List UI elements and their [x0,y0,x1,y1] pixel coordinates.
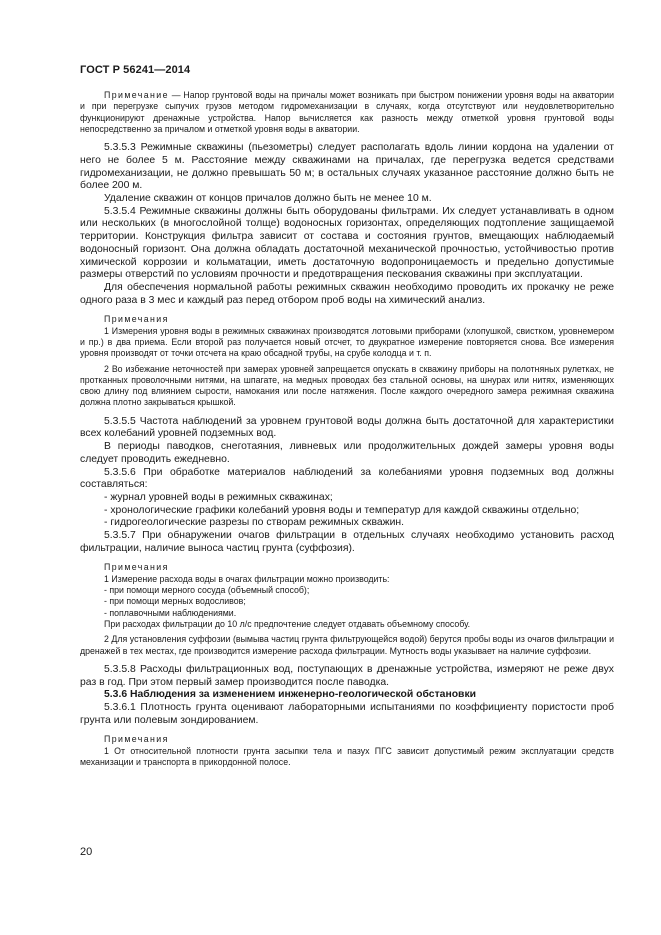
note-b-1-intro: 1 Измерение расхода воды в очагах фильтрации можно производить: [104,573,390,584]
list-item: - хронологические графики колебаний уровня воды и температур для каждой скважины отдельно; [104,504,580,516]
notes-title-b: Примечания [104,562,169,573]
page-content [80,90,614,768]
notes-title-c: Примечания [104,734,169,745]
standard-header: ГОСТ Р 56241—2014 [80,64,191,76]
list-item: - гидрогеологические разрезы по створам режимных скважин. [104,517,405,529]
list-item: - при помощи мерного сосуда (объемный способ); [104,585,310,596]
para-flood: В периоды паводков, снеготаяния, ливневых или продолжительных дождей замеры уровня воды следует проводить ежедневно. [80,441,614,465]
para-5-3-5-6: 5.3.5.6 При обработке материалов наблюдений за колебаниями уровня подземных вод должны составляться: [80,466,614,491]
note-text: — Напор грунтовой воды на причалы может возникать при быстром понижении уровня воды на акватории и при перегрузке сыпучих грузов методом гидромеханизации в случаях, когда отсутствуют или неудовлетворительно функционируют дренажные устройства. Напор вычисляется как разность между отметкой уровня грунтовой воды непосредственно за причалом и отметкой уровня воды в акватории. [80,90,614,134]
note-label: Примечание [104,90,169,100]
section-heading-5-3-6: 5.3.6 Наблюдения за изменением инженерно-геологической обстановки [104,689,477,701]
para-5-3-6-1: 5.3.6.1 Плотность грунта оценивают лабораторными испытаниями по коэффициенту пористости проб грунта или полевым зондированием. [80,701,614,726]
list-item: - поплавочными наблюдениями. [104,607,237,618]
para-5-3-5-4: 5.3.5.4 Режимные скважины должны быть оборудованы фильтрами. Их следует устанавливать в одном или нескольких (в многослойной толще) водоносных горизонтах, определяющих подтопление защищаемой территории. Конструкция фильтра зависит от состава и состояния грунтов, вмещающих наблюдаемый водоносный горизонт. Она должна обладать достаточной механической прочностью, устойчивостью против химической коррозии и кольматации, иметь достаточную водопроницаемость и предельно допустимые размеры отверстий по условиям прочности и предотвращения пескования скважины при эксплуатации. [80,205,614,281]
notes-title-a: Примечания [104,314,169,325]
note-b-1-tail: При расходах фильтрации до 10 л/с предпочтение следует отдавать объемному способу. [104,618,471,629]
page-number: 20 [80,846,93,858]
note-top [80,90,614,135]
para-normal-work: Для обеспечения нормальной работы режимных скважин необходимо проводить их прокачку не реже одного раза в 3 мес и каждый раз перед отбором проб воды на химический анализ. [80,281,614,306]
para-removal: Удаление скважин от концов причалов должно быть не менее 10 м. [104,193,432,204]
list-item: - при помощи мерных водосливов; [104,596,246,607]
para-5-3-5-3: 5.3.5.3 Режимные скважины (пьезометры) следует располагать вдоль линии кордона на удалении от него не более 5 м. Расстояние между скважинами на причалах, где перегрузка ведется средствами гидромеханизации, не должно превышать 50 м; в остальных случаях указанное расстояние должно быть не более 200 м. [80,142,614,192]
note-c-1: 1 От относительной плотности грунта засыпки тела и пазух ПГС зависит допустимый режим эксплуатации средств механизации и транспорта в прикордонной полосе. [80,745,614,767]
note-a-2: 2 Во избежание неточностей при замерах уровней запрещается опускать в скважину приборы на полотняных рулетках, не протканных проволочными нитями, на шпагате, на медных проводах без стальной основы, на шнурах или нитях, изменяющих свою длину под влиянием сырости, намокания или после натяжения. После каждого очередного замера режимная скважина должна плотно закрываться крышкой. [80,363,614,408]
note-a-1: 1 Измерения уровня воды в режимных скважинах производятся лотовыми приборами (хлопушкой, свистком, уровнемером и пр.) в два приема. Если второй раз получается новый отсчет, то двукратное измерение повторяется снова. Все измерения уровня производят от точки отсчета на краю обсадной трубы, на срубе колодца и т. п. [80,325,614,359]
note-b-2: 2 Для установления суффозии (вымыва частиц грунта фильтрующейся водой) берутся пробы воды из очагов фильтрации и дренажей в тех местах, где производится измерение расхода фильтрации. Мутность воды указывает на наличие суффозии. [80,634,614,656]
para-5-3-5-5: 5.3.5.5 Частота наблюдений за уровнем грунтовой воды должна быть достаточной для характеристики всех колебаний уровней подземных вод. [80,415,614,440]
list-item: - журнал уровней воды в режимных скважинах; [104,491,333,503]
para-5-3-5-8: 5.3.5.8 Расходы фильтрационных вод, поступающих в дренажные устройства, измеряют не реже двух раз в год. При этом первый замер производится после паводка. [80,663,614,688]
para-5-3-5-7: 5.3.5.7 При обнаружении очагов фильтрации в отдельных случаях необходимо установить расход фильтрации, наличие выноса частиц грунта (суффозия). [80,530,614,554]
